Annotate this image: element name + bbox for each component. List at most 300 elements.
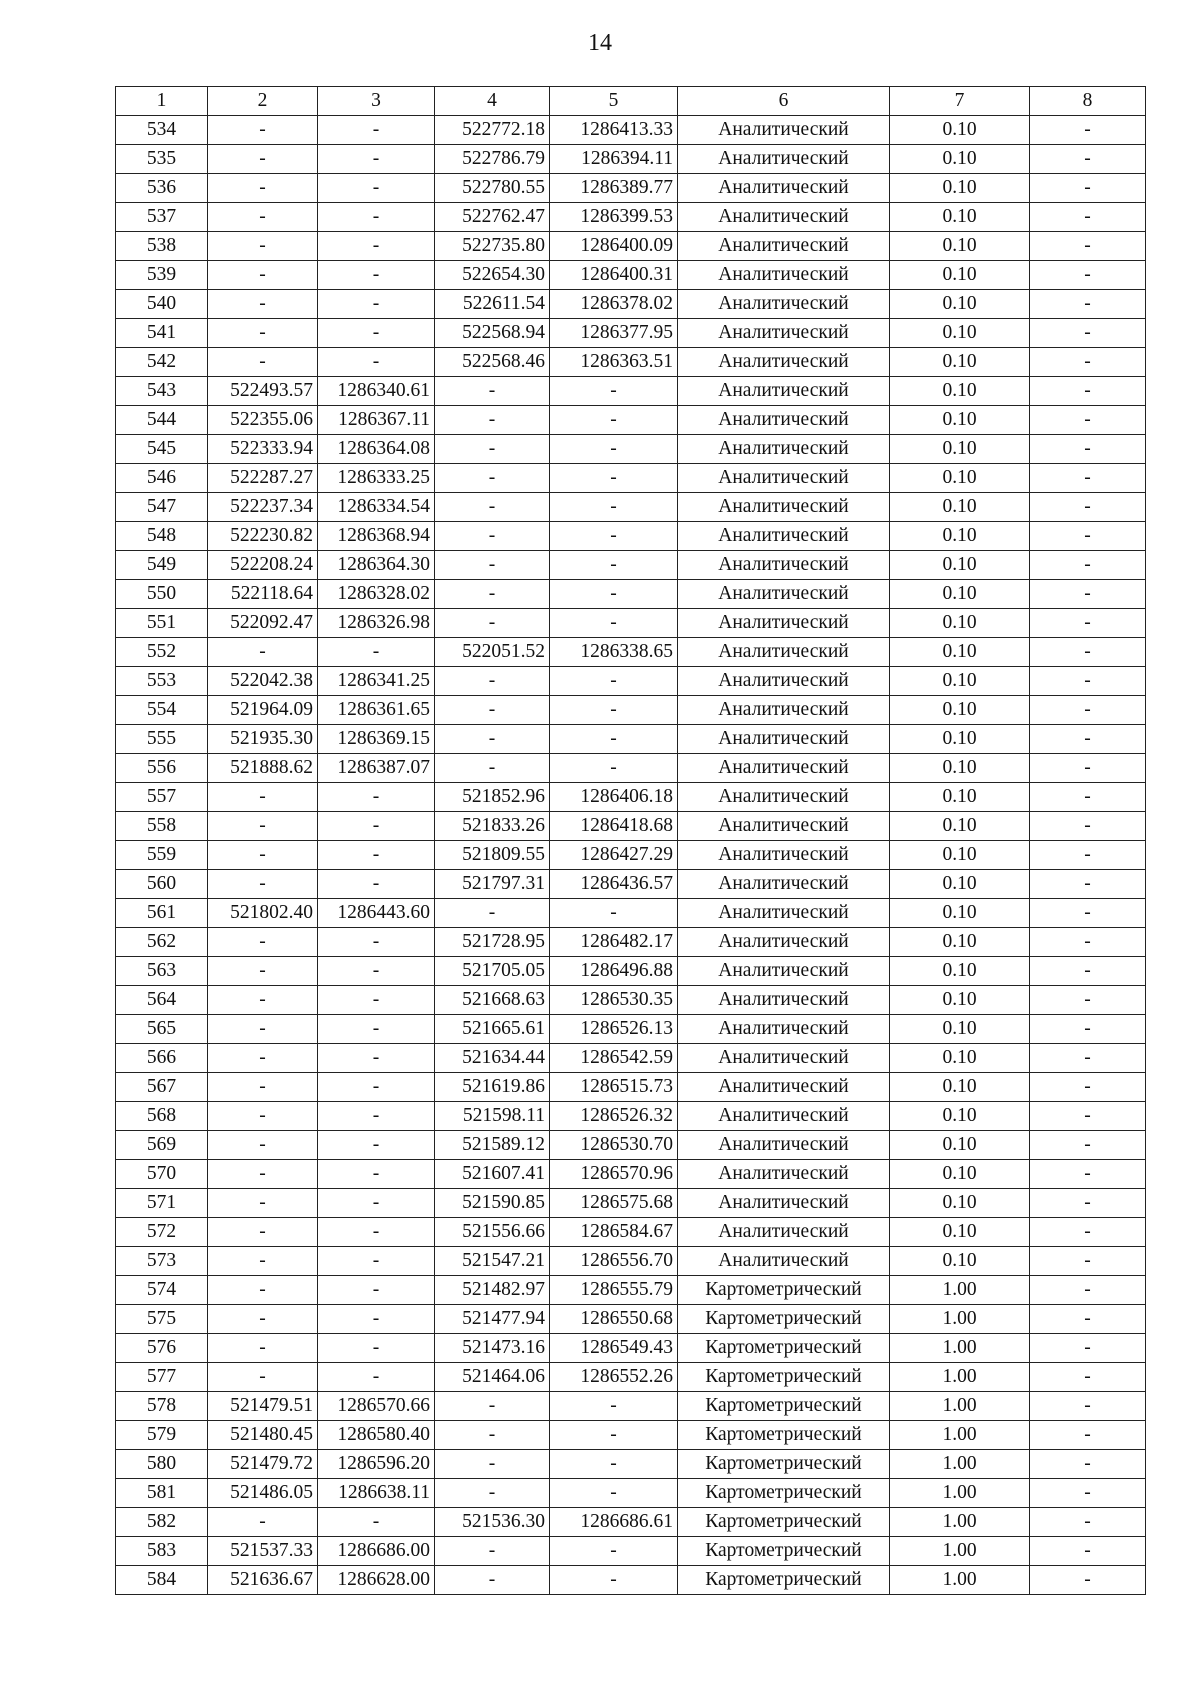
cell-refined-y: - [550,406,678,435]
cell-accuracy: 1.00 [890,1305,1030,1334]
cell-existing-x: 521480.45 [208,1421,318,1450]
cell-method: Аналитический [678,232,890,261]
table-row [116,1102,1146,1131]
cell-accuracy: 1.00 [890,1421,1030,1450]
cell-existing-x: - [208,957,318,986]
cell-point-number: 556 [116,754,208,783]
cell-existing-x: - [208,1508,318,1537]
cell-method: Аналитический [678,1102,890,1131]
cell-mark-description: - [1030,493,1146,522]
cell-refined-y: - [550,493,678,522]
cell-refined-x: 521619.86 [435,1073,550,1102]
cell-refined-y: 1286418.68 [550,812,678,841]
cell-mark-description: - [1030,290,1146,319]
cell-refined-y: 1286338.65 [550,638,678,667]
cell-refined-y: 1286575.68 [550,1189,678,1218]
cell-point-number: 574 [116,1276,208,1305]
table-row [116,870,1146,899]
cell-existing-x: - [208,1189,318,1218]
cell-accuracy: 0.10 [890,1015,1030,1044]
cell-existing-x: 521888.62 [208,754,318,783]
table-row [116,1189,1146,1218]
cell-method: Аналитический [678,899,890,928]
cell-point-number: 544 [116,406,208,435]
cell-refined-x: 522772.18 [435,116,550,145]
cell-refined-y: - [550,1450,678,1479]
table-row [116,203,1146,232]
cell-refined-y: - [550,435,678,464]
cell-method: Картометрический [678,1537,890,1566]
cell-existing-y: - [318,1160,435,1189]
cell-method: Аналитический [678,725,890,754]
cell-point-number: 551 [116,609,208,638]
cell-method: Аналитический [678,435,890,464]
cell-refined-x: 522654.30 [435,261,550,290]
cell-existing-y: - [318,928,435,957]
cell-mark-description: - [1030,232,1146,261]
cell-refined-x: 522735.80 [435,232,550,261]
cell-refined-x: - [435,1479,550,1508]
cell-method: Аналитический [678,522,890,551]
cell-method: Аналитический [678,377,890,406]
cell-existing-x: - [208,261,318,290]
cell-mark-description: - [1030,1450,1146,1479]
cell-mark-description: - [1030,1479,1146,1508]
table-row [116,1566,1146,1595]
cell-refined-y: - [550,1566,678,1595]
table-row [116,406,1146,435]
cell-point-number: 558 [116,812,208,841]
cell-refined-x: 522780.55 [435,174,550,203]
column-header-6: 6 [678,87,890,116]
cell-refined-y: 1286413.33 [550,116,678,145]
cell-accuracy: 0.10 [890,1247,1030,1276]
cell-refined-y: - [550,899,678,928]
cell-accuracy: 0.10 [890,232,1030,261]
cell-point-number: 550 [116,580,208,609]
cell-existing-y: - [318,1044,435,1073]
table-row [116,638,1146,667]
cell-refined-y: 1286515.73 [550,1073,678,1102]
column-header-5: 5 [550,87,678,116]
cell-existing-y: - [318,1073,435,1102]
cell-mark-description: - [1030,1218,1146,1247]
cell-point-number: 566 [116,1044,208,1073]
cell-mark-description: - [1030,522,1146,551]
cell-point-number: 559 [116,841,208,870]
cell-refined-y: 1286496.88 [550,957,678,986]
cell-refined-y: 1286526.32 [550,1102,678,1131]
cell-existing-y: - [318,1334,435,1363]
cell-point-number: 581 [116,1479,208,1508]
cell-accuracy: 0.10 [890,899,1030,928]
cell-accuracy: 0.10 [890,261,1030,290]
cell-accuracy: 0.10 [890,638,1030,667]
cell-mark-description: - [1030,870,1146,899]
cell-refined-x: 521589.12 [435,1131,550,1160]
cell-existing-y: 1286326.98 [318,609,435,638]
cell-mark-description: - [1030,1015,1146,1044]
table-row [116,1044,1146,1073]
cell-method: Аналитический [678,928,890,957]
cell-refined-x: 521590.85 [435,1189,550,1218]
cell-accuracy: 0.10 [890,841,1030,870]
cell-accuracy: 1.00 [890,1508,1030,1537]
cell-mark-description: - [1030,348,1146,377]
cell-refined-x: - [435,754,550,783]
table-row [116,435,1146,464]
column-header-1: 1 [116,87,208,116]
cell-accuracy: 1.00 [890,1392,1030,1421]
table-row [116,1334,1146,1363]
cell-method: Аналитический [678,1073,890,1102]
cell-refined-y: 1286436.57 [550,870,678,899]
table-row [116,1073,1146,1102]
cell-method: Картометрический [678,1450,890,1479]
cell-point-number: 536 [116,174,208,203]
cell-existing-x: - [208,1044,318,1073]
cell-refined-y: 1286530.35 [550,986,678,1015]
cell-refined-y: - [550,754,678,783]
cell-existing-y: 1286580.40 [318,1421,435,1450]
cell-mark-description: - [1030,812,1146,841]
cell-accuracy: 0.10 [890,116,1030,145]
cell-method: Картометрический [678,1334,890,1363]
cell-existing-x: - [208,348,318,377]
cell-accuracy: 0.10 [890,435,1030,464]
cell-existing-x: 522208.24 [208,551,318,580]
cell-method: Аналитический [678,638,890,667]
cell-existing-x: 521486.05 [208,1479,318,1508]
cell-refined-x: 521464.06 [435,1363,550,1392]
cell-existing-x: - [208,1015,318,1044]
cell-point-number: 583 [116,1537,208,1566]
cell-refined-x: - [435,406,550,435]
cell-refined-y: 1286377.95 [550,319,678,348]
cell-method: Аналитический [678,1247,890,1276]
cell-accuracy: 0.10 [890,290,1030,319]
cell-accuracy: 0.10 [890,377,1030,406]
cell-existing-y: - [318,986,435,1015]
cell-existing-x: 521935.30 [208,725,318,754]
cell-refined-x: 521728.95 [435,928,550,957]
table-row [116,522,1146,551]
cell-accuracy: 1.00 [890,1363,1030,1392]
table-row [116,319,1146,348]
cell-mark-description: - [1030,928,1146,957]
cell-accuracy: 0.10 [890,667,1030,696]
cell-refined-y: 1286549.43 [550,1334,678,1363]
cell-accuracy: 0.10 [890,522,1030,551]
cell-accuracy: 0.10 [890,870,1030,899]
cell-accuracy: 0.10 [890,464,1030,493]
cell-refined-x: - [435,899,550,928]
cell-existing-y: - [318,1276,435,1305]
cell-accuracy: 0.10 [890,1189,1030,1218]
cell-refined-x: - [435,667,550,696]
cell-refined-x: 521607.41 [435,1160,550,1189]
cell-mark-description: - [1030,1044,1146,1073]
table-row [116,1537,1146,1566]
cell-refined-x: - [435,464,550,493]
cell-mark-description: - [1030,783,1146,812]
cell-refined-x: - [435,1537,550,1566]
cell-existing-y: - [318,348,435,377]
cell-refined-y: - [550,696,678,725]
cell-existing-y: 1286628.00 [318,1566,435,1595]
table-row [116,1305,1146,1334]
cell-existing-x: - [208,1131,318,1160]
cell-accuracy: 1.00 [890,1450,1030,1479]
cell-method: Аналитический [678,1044,890,1073]
cell-refined-x: 521634.44 [435,1044,550,1073]
cell-mark-description: - [1030,435,1146,464]
cell-method: Картометрический [678,1305,890,1334]
cell-refined-x: 521665.61 [435,1015,550,1044]
cell-refined-y: - [550,725,678,754]
cell-existing-y: 1286570.66 [318,1392,435,1421]
cell-method: Аналитический [678,696,890,725]
cell-point-number: 579 [116,1421,208,1450]
cell-method: Картометрический [678,1363,890,1392]
cell-method: Аналитический [678,203,890,232]
cell-existing-x: - [208,290,318,319]
cell-point-number: 572 [116,1218,208,1247]
cell-mark-description: - [1030,580,1146,609]
cell-accuracy: 0.10 [890,145,1030,174]
cell-mark-description: - [1030,1421,1146,1450]
cell-point-number: 535 [116,145,208,174]
cell-method: Аналитический [678,261,890,290]
cell-existing-y: - [318,116,435,145]
cell-existing-x: - [208,1102,318,1131]
cell-existing-y: 1286596.20 [318,1450,435,1479]
cell-existing-x: - [208,783,318,812]
table-body [116,116,1146,1595]
cell-method: Аналитический [678,319,890,348]
cell-point-number: 567 [116,1073,208,1102]
cell-refined-y: - [550,464,678,493]
cell-refined-y: 1286389.77 [550,174,678,203]
cell-accuracy: 0.10 [890,406,1030,435]
cell-existing-x: 522333.94 [208,435,318,464]
cell-mark-description: - [1030,696,1146,725]
table-row [116,667,1146,696]
cell-refined-x: 522762.47 [435,203,550,232]
cell-refined-x: - [435,377,550,406]
table-row [116,754,1146,783]
cell-existing-y: - [318,841,435,870]
cell-point-number: 540 [116,290,208,319]
cell-existing-x: - [208,319,318,348]
cell-existing-x: 521636.67 [208,1566,318,1595]
cell-method: Картометрический [678,1392,890,1421]
cell-method: Аналитический [678,145,890,174]
cell-refined-y: - [550,1421,678,1450]
cell-existing-x: - [208,116,318,145]
cell-existing-x: - [208,812,318,841]
cell-refined-x: - [435,1566,550,1595]
cell-mark-description: - [1030,1189,1146,1218]
cell-existing-x: - [208,1334,318,1363]
cell-accuracy: 0.10 [890,1044,1030,1073]
table-row [116,232,1146,261]
cell-accuracy: 1.00 [890,1566,1030,1595]
column-header-3: 3 [318,87,435,116]
cell-existing-y: - [318,1015,435,1044]
cell-method: Аналитический [678,841,890,870]
cell-mark-description: - [1030,1247,1146,1276]
cell-existing-x: - [208,145,318,174]
cell-mark-description: - [1030,116,1146,145]
table-row [116,1363,1146,1392]
cell-refined-x: - [435,435,550,464]
cell-refined-x: 521809.55 [435,841,550,870]
cell-refined-x: 521833.26 [435,812,550,841]
cell-point-number: 582 [116,1508,208,1537]
table-row [116,145,1146,174]
table-row [116,696,1146,725]
cell-method: Аналитический [678,667,890,696]
cell-existing-x: - [208,986,318,1015]
cell-mark-description: - [1030,261,1146,290]
cell-existing-y: - [318,1363,435,1392]
cell-existing-y: - [318,290,435,319]
cell-refined-x: 521797.31 [435,870,550,899]
cell-existing-y: - [318,1189,435,1218]
cell-existing-y: - [318,870,435,899]
cell-refined-y: 1286552.26 [550,1363,678,1392]
cell-existing-x: 522287.27 [208,464,318,493]
cell-mark-description: - [1030,986,1146,1015]
cell-existing-y: - [318,232,435,261]
cell-point-number: 554 [116,696,208,725]
cell-point-number: 553 [116,667,208,696]
cell-existing-y: - [318,261,435,290]
table-row [116,174,1146,203]
table-row [116,1508,1146,1537]
cell-refined-y: 1286363.51 [550,348,678,377]
cell-refined-y: 1286427.29 [550,841,678,870]
cell-point-number: 542 [116,348,208,377]
table-row [116,290,1146,319]
cell-point-number: 573 [116,1247,208,1276]
cell-existing-x: 521479.51 [208,1392,318,1421]
cell-accuracy: 0.10 [890,1102,1030,1131]
cell-point-number: 571 [116,1189,208,1218]
cell-refined-x: 522568.94 [435,319,550,348]
cell-point-number: 547 [116,493,208,522]
cell-method: Аналитический [678,957,890,986]
cell-existing-x: 522355.06 [208,406,318,435]
table-header-row [116,87,1146,116]
cell-existing-y: - [318,812,435,841]
cell-existing-x: - [208,203,318,232]
cell-point-number: 575 [116,1305,208,1334]
table-row [116,580,1146,609]
cell-mark-description: - [1030,957,1146,986]
table-row [116,116,1146,145]
cell-method: Аналитический [678,783,890,812]
cell-accuracy: 0.10 [890,551,1030,580]
cell-refined-y: - [550,377,678,406]
cell-existing-x: - [208,1218,318,1247]
cell-accuracy: 0.10 [890,1073,1030,1102]
cell-refined-x: 521536.30 [435,1508,550,1537]
table-row [116,841,1146,870]
cell-refined-y: 1286556.70 [550,1247,678,1276]
cell-point-number: 568 [116,1102,208,1131]
cell-method: Картометрический [678,1508,890,1537]
table-row [116,1276,1146,1305]
cell-refined-x: 522051.52 [435,638,550,667]
cell-existing-y: 1286387.07 [318,754,435,783]
cell-method: Аналитический [678,580,890,609]
table-row [116,348,1146,377]
cell-refined-x: - [435,1450,550,1479]
cell-method: Аналитический [678,812,890,841]
cell-mark-description: - [1030,841,1146,870]
cell-point-number: 541 [116,319,208,348]
cell-refined-y: - [550,609,678,638]
cell-mark-description: - [1030,1537,1146,1566]
table-row [116,899,1146,928]
cell-refined-y: 1286570.96 [550,1160,678,1189]
table-row [116,1479,1146,1508]
cell-refined-y: 1286378.02 [550,290,678,319]
cell-accuracy: 0.10 [890,580,1030,609]
cell-existing-y: 1286361.65 [318,696,435,725]
cell-existing-x: 522118.64 [208,580,318,609]
cell-refined-y: 1286584.67 [550,1218,678,1247]
cell-refined-y: 1286686.61 [550,1508,678,1537]
cell-refined-x: 521547.21 [435,1247,550,1276]
cell-accuracy: 1.00 [890,1479,1030,1508]
table-row [116,1131,1146,1160]
cell-method: Аналитический [678,754,890,783]
cell-refined-y: 1286550.68 [550,1305,678,1334]
cell-mark-description: - [1030,754,1146,783]
cell-method: Картометрический [678,1566,890,1595]
cell-point-number: 538 [116,232,208,261]
cell-refined-y: 1286400.31 [550,261,678,290]
cell-method: Картометрический [678,1421,890,1450]
cell-point-number: 561 [116,899,208,928]
cell-refined-y: 1286400.09 [550,232,678,261]
cell-method: Аналитический [678,870,890,899]
cell-method: Аналитический [678,464,890,493]
table-row [116,1015,1146,1044]
cell-refined-x: - [435,1392,550,1421]
cell-point-number: 548 [116,522,208,551]
cell-method: Аналитический [678,1218,890,1247]
cell-mark-description: - [1030,899,1146,928]
cell-method: Аналитический [678,174,890,203]
cell-existing-x: - [208,1305,318,1334]
cell-refined-y: 1286555.79 [550,1276,678,1305]
cell-accuracy: 0.10 [890,783,1030,812]
cell-point-number: 537 [116,203,208,232]
cell-existing-x: - [208,232,318,261]
cell-existing-y: - [318,1305,435,1334]
cell-point-number: 546 [116,464,208,493]
cell-method: Картометрический [678,1276,890,1305]
cell-refined-x: 522786.79 [435,145,550,174]
cell-accuracy: 0.10 [890,348,1030,377]
table-row [116,812,1146,841]
cell-mark-description: - [1030,1566,1146,1595]
cell-existing-x: - [208,638,318,667]
